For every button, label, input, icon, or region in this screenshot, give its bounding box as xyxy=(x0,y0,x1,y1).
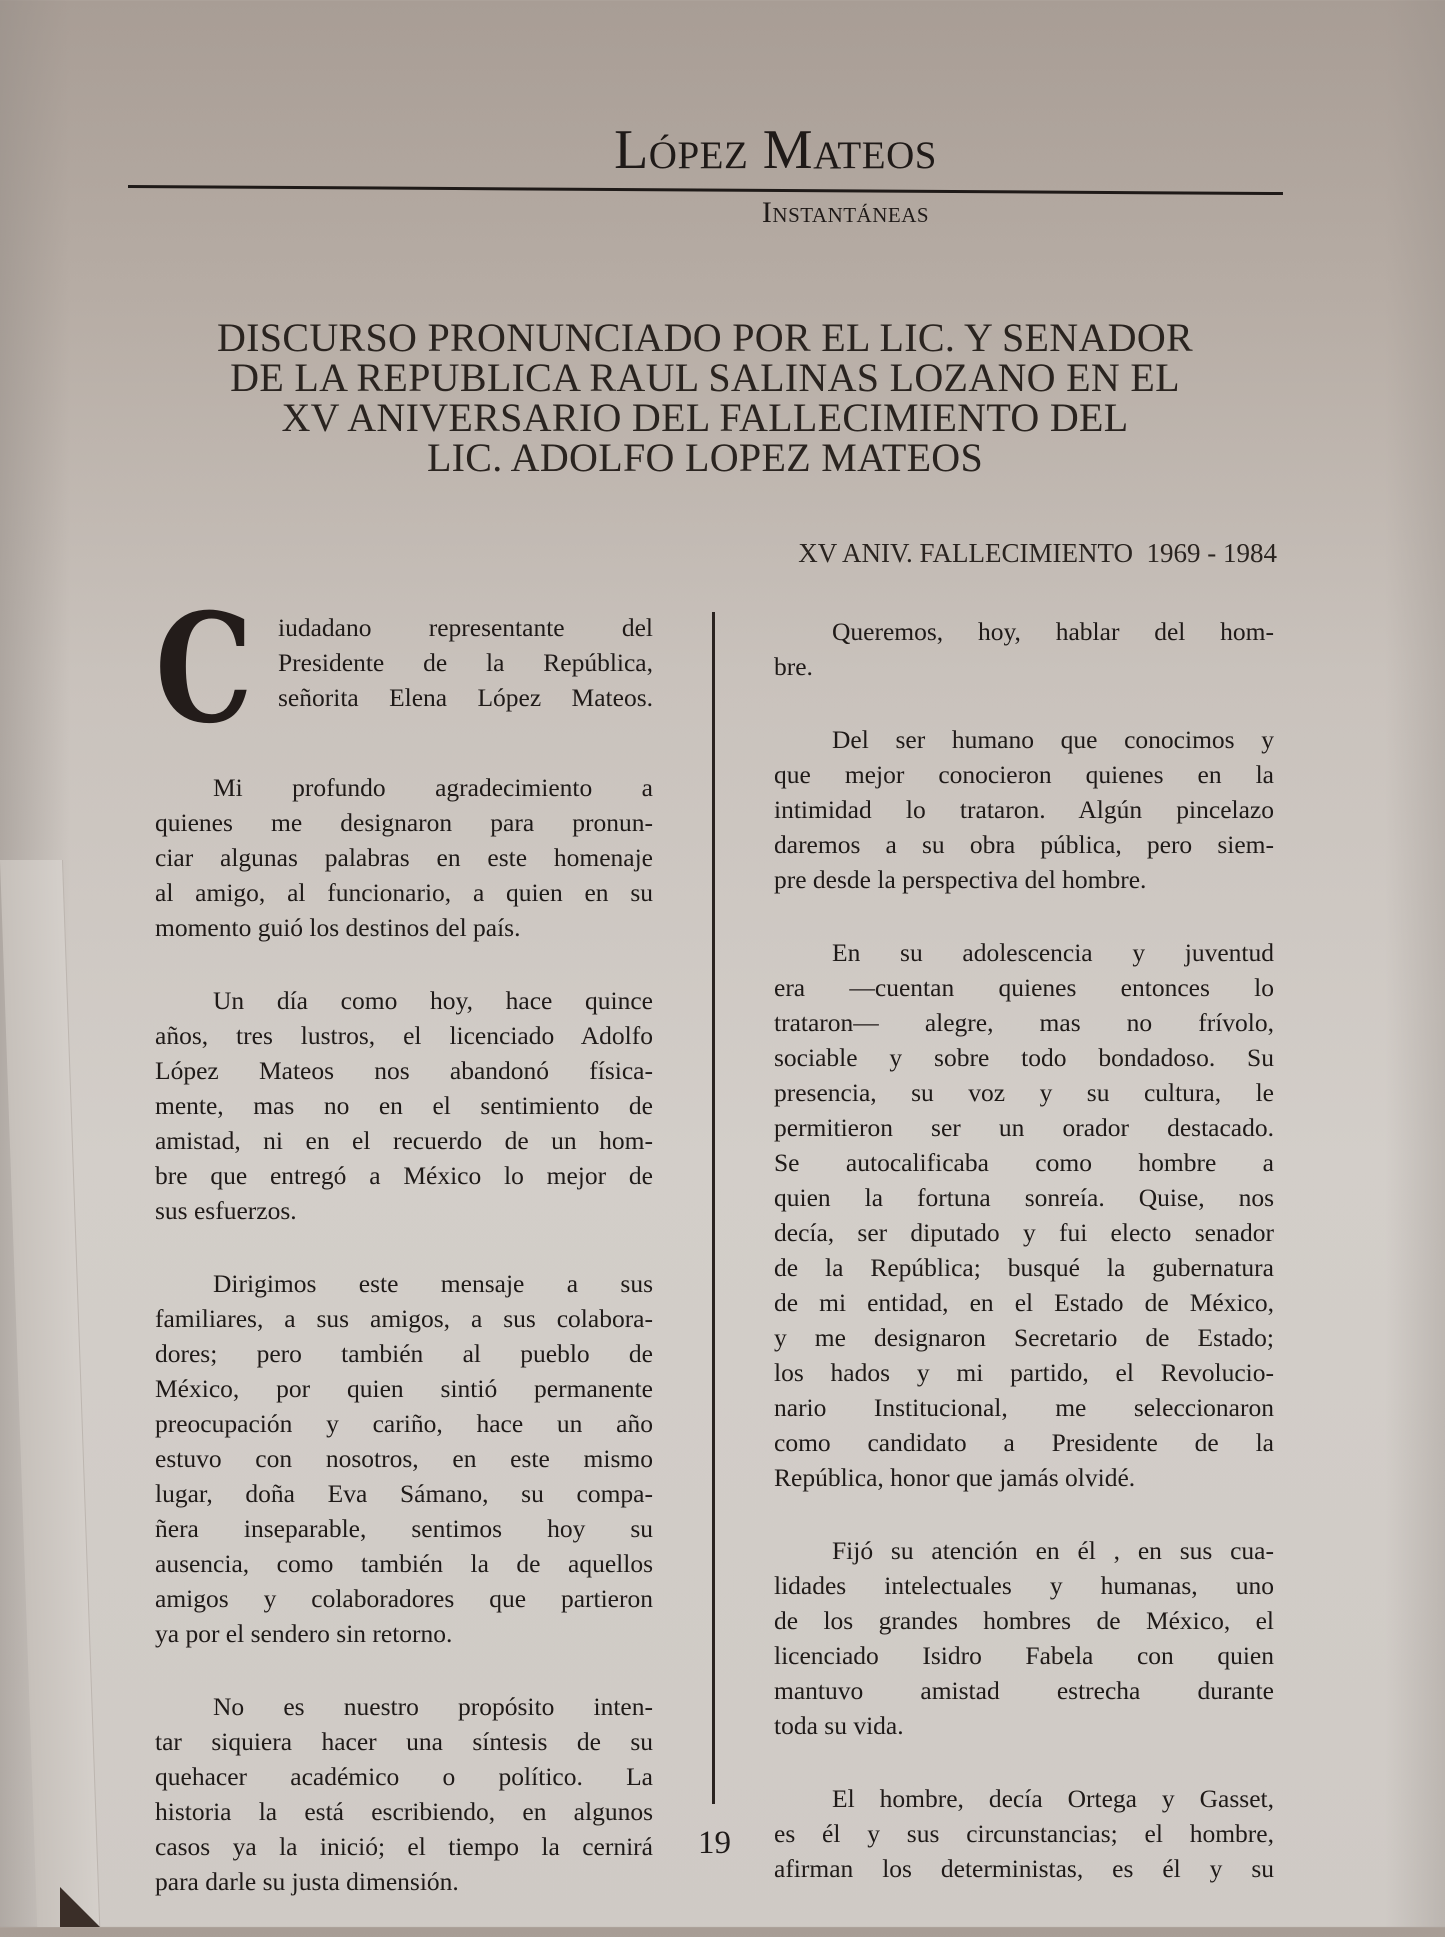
title-line: XV ANIVERSARIO DEL FALLECIMIENTO DEL xyxy=(281,395,1129,440)
text-line: quien la fortuna sonreía. Quise, nos xyxy=(774,1183,1274,1212)
text-line: López Mateos nos abandonó física- xyxy=(155,1056,653,1085)
text-line: El hombre, decía Ortega y Gasset, xyxy=(832,1784,1274,1813)
column-divider-rule xyxy=(712,612,715,1804)
page-number: 19 xyxy=(698,1825,731,1861)
text-line: ñera inseparable, sentimos hoy su xyxy=(155,1514,653,1543)
text-line: ausencia, como también la de aquellos xyxy=(155,1549,653,1578)
text-line: de mi entidad, en el Estado de México, xyxy=(774,1288,1274,1317)
text-line: ciar algunas palabras en este homenaje xyxy=(155,843,653,872)
text-line: lidades intelectuales y humanas, uno xyxy=(774,1571,1274,1600)
text-line: Presidente de la República, xyxy=(278,648,653,677)
title-line: LIC. ADOLFO LOPEZ MATEOS xyxy=(426,435,984,480)
paragraph-un-dia xyxy=(155,983,653,1228)
text-line: Queremos, hoy, hablar del hom- xyxy=(832,617,1274,646)
text-line: los hados y mi partido, el Revolucio- xyxy=(774,1358,1274,1387)
running-header xyxy=(128,118,1283,229)
article-title xyxy=(140,315,1270,480)
dateline: XV ANIV. FALLECIMIENTO 1969 - 1984 xyxy=(798,538,1277,568)
paragraph-fijo-su-atencion xyxy=(774,1533,1274,1743)
text-line: de los grandes hombres de México, el xyxy=(774,1606,1274,1635)
text-line: historia la está escribiendo, en algunos xyxy=(155,1797,653,1826)
text-line: familiares, a sus amigos, a sus colabora- xyxy=(155,1304,653,1333)
text-line: de la República; busqué la gubernatura xyxy=(774,1253,1274,1282)
opening-salutation xyxy=(155,581,653,757)
title-line: DE LA REPUBLICA RAUL SALINAS LOZANO EN EL xyxy=(230,355,1180,400)
text-line: pre desde la perspectiva del hombre. xyxy=(774,865,1147,894)
text-line: intimidad lo trataron. Algún pincelazo xyxy=(774,795,1274,824)
text-line: casos ya la inició; el tiempo la cernirá xyxy=(155,1832,653,1861)
paragraph-dirigimos xyxy=(155,1266,653,1651)
text-line: toda su vida. xyxy=(774,1711,904,1740)
text-line: licenciado Isidro Fabela con quien xyxy=(774,1641,1274,1670)
text-line: presencia, su voz y su cultura, le xyxy=(774,1078,1274,1107)
text-line: bre que entregó a México lo mejor de xyxy=(155,1161,653,1190)
text-line: mantuvo amistad estrecha durante xyxy=(774,1676,1274,1705)
text-line: que mejor conocieron quienes en la xyxy=(774,760,1274,789)
text-line: Dirigimos este mensaje a sus xyxy=(213,1269,653,1298)
text-line: es él y sus circunstancias; el hombre, xyxy=(774,1819,1274,1848)
text-line: Fijó su atención en él , en sus cua- xyxy=(832,1536,1274,1565)
header-rule xyxy=(128,185,1283,195)
text-line: República, honor que jamás olvidé. xyxy=(774,1463,1136,1492)
paragraph-del-ser-humano xyxy=(774,722,1274,897)
text-line: estuvo con nosotros, en este mismo xyxy=(155,1444,653,1473)
text-line: años, tres lustros, el licenciado Adolfo xyxy=(155,1021,653,1050)
text-line: dores; pero también al pueblo de xyxy=(155,1339,653,1368)
text-line: bre. xyxy=(774,652,813,681)
text-line: amistad, ni en el recuerdo de un hom- xyxy=(155,1126,653,1155)
drop-cap: C xyxy=(155,581,253,757)
text-line: quienes me designaron para pronun- xyxy=(155,808,653,837)
paragraph-adolescencia xyxy=(774,935,1274,1495)
text-line: era —cuentan quienes entonces lo xyxy=(774,973,1274,1002)
text-line: sus esfuerzos. xyxy=(155,1196,297,1225)
desk-surface xyxy=(60,1887,100,1927)
text-line: decía, ser diputado y fui electo senador xyxy=(774,1218,1274,1247)
page-right-shadow xyxy=(1385,0,1445,1927)
text-line: México, por quien sintió permanente xyxy=(155,1374,653,1403)
paragraph-no-es-nuestro-proposito xyxy=(155,1689,653,1899)
text-line: al amigo, al funcionario, a quien en su xyxy=(155,878,653,907)
text-line: iudadano representante del xyxy=(278,613,653,642)
text-line: preocupación y cariño, hace un año xyxy=(155,1409,653,1438)
text-line: como candidato a Presidente de la xyxy=(774,1428,1274,1457)
text-line: amigos y colaboradores que partieron xyxy=(155,1584,653,1613)
text-line: sociable y sobre todo bondadoso. Su xyxy=(774,1043,1274,1072)
title-line: DISCURSO PRONUNCIADO POR EL LIC. Y SENADOR xyxy=(216,315,1194,360)
text-line: En su adolescencia y juventud xyxy=(832,938,1274,967)
paragraph-agradecimiento xyxy=(155,770,653,945)
text-line: Mi profundo agradecimiento a xyxy=(213,773,653,802)
running-title: López Mateos xyxy=(614,119,937,181)
text-line: señorita Elena López Mateos. xyxy=(278,683,653,712)
text-line: tar siquiera hacer una síntesis de su xyxy=(155,1727,653,1756)
text-line: momento guió los destinos del país. xyxy=(155,913,521,942)
text-line: ya por el sendero sin retorno. xyxy=(155,1619,453,1648)
text-line: quehacer académico o político. La xyxy=(155,1762,653,1791)
text-line: afirman los deterministas, es él y su xyxy=(774,1854,1274,1883)
salutation-text xyxy=(278,610,653,715)
text-line: Un día como hoy, hace quince xyxy=(213,986,653,1015)
text-line: Se autocalificaba como hombre a xyxy=(774,1148,1274,1177)
text-line: lugar, doña Eva Sámano, su compa- xyxy=(155,1479,653,1508)
text-line: para darle su justa dimensión. xyxy=(155,1867,459,1896)
text-line: No es nuestro propósito inten- xyxy=(213,1692,653,1721)
text-line: y me designaron Secretario de Estado; xyxy=(774,1323,1274,1352)
paragraph-queremos xyxy=(774,614,1274,684)
text-line: trataron— alegre, mas no frívolo, xyxy=(774,1008,1274,1037)
right-column xyxy=(774,614,1274,1886)
text-line: daremos a su obra pública, pero siem- xyxy=(774,830,1274,859)
text-line: Del ser humano que conocimos y xyxy=(832,725,1274,754)
left-column xyxy=(155,581,653,1937)
running-subtitle: Instantáneas xyxy=(761,196,930,229)
text-line: permitieron ser un orador destacado. xyxy=(774,1113,1274,1142)
paragraph-ortega-y-gasset xyxy=(774,1781,1274,1886)
text-line: mente, mas no en el sentimiento de xyxy=(155,1091,653,1120)
text-line: nario Institucional, me seleccionaron xyxy=(774,1393,1274,1422)
